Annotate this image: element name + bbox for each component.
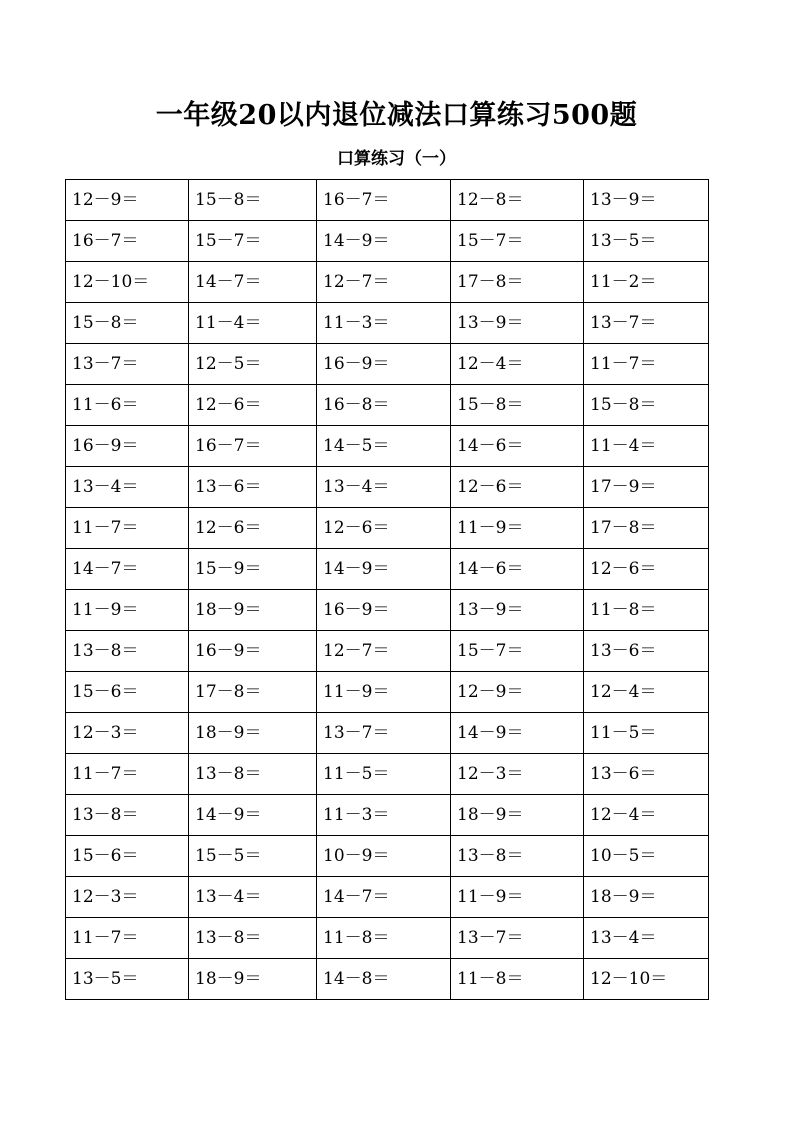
problem-cell: 17－8＝: [451, 262, 584, 303]
problem-cell: 12－8＝: [451, 180, 584, 221]
problem-cell: 14－9＝: [451, 713, 584, 754]
problem-cell: 18－9＝: [584, 877, 709, 918]
problem-cell: 10－9＝: [317, 836, 451, 877]
problem-cell: 11－7＝: [66, 754, 189, 795]
table-row: [66, 467, 709, 508]
table-row: [66, 303, 709, 344]
problem-cell: 11－9＝: [451, 877, 584, 918]
problem-cell: 12－6＝: [317, 508, 451, 549]
table-row: [66, 672, 709, 713]
problem-cell: 13－8＝: [189, 754, 317, 795]
problem-cell: 11－9＝: [66, 590, 189, 631]
problem-cell: 13－6＝: [584, 754, 709, 795]
problem-cell: 13－8＝: [189, 918, 317, 959]
problem-cell: 13－8＝: [451, 836, 584, 877]
problem-cell: 11－3＝: [317, 795, 451, 836]
problem-cell: 16－9＝: [317, 590, 451, 631]
table-row: [66, 795, 709, 836]
problem-cell: 12－5＝: [189, 344, 317, 385]
problem-cell: 11－7＝: [66, 508, 189, 549]
table-row: [66, 549, 709, 590]
problem-cell: 11－5＝: [584, 713, 709, 754]
problem-cell: 16－7＝: [317, 180, 451, 221]
problem-cell: 16－9＝: [66, 426, 189, 467]
problem-cell: 11－7＝: [584, 344, 709, 385]
table-row: [66, 918, 709, 959]
problem-cell: 18－9＝: [189, 713, 317, 754]
problem-cell: 12－6＝: [189, 385, 317, 426]
problem-cell: 13－8＝: [66, 795, 189, 836]
problem-cell: 14－8＝: [317, 959, 451, 1000]
table-row: [66, 221, 709, 262]
problem-cell: 15－8＝: [584, 385, 709, 426]
problem-cell: 14－7＝: [66, 549, 189, 590]
problem-cell: 11－8＝: [451, 959, 584, 1000]
problem-cell: 13－7＝: [584, 303, 709, 344]
problem-cell: 13－9＝: [451, 303, 584, 344]
problem-cell: 11－4＝: [584, 426, 709, 467]
problem-cell: 13－8＝: [66, 631, 189, 672]
problem-cell: 16－8＝: [317, 385, 451, 426]
problem-cell: 11－8＝: [584, 590, 709, 631]
problem-cell: 11－9＝: [451, 508, 584, 549]
problem-cell: 12－6＝: [584, 549, 709, 590]
problem-cell: 12－4＝: [584, 795, 709, 836]
problem-cell: 12－6＝: [451, 467, 584, 508]
problem-cell: 11－8＝: [317, 918, 451, 959]
table-row: [66, 754, 709, 795]
problem-cell: 11－4＝: [189, 303, 317, 344]
problem-cell: 11－9＝: [317, 672, 451, 713]
problem-cell: 11－7＝: [66, 918, 189, 959]
problem-cell: 12－9＝: [66, 180, 189, 221]
problem-cell: 18－9＝: [189, 959, 317, 1000]
problem-table: [65, 179, 709, 1000]
problem-cell: 13－4＝: [66, 467, 189, 508]
problem-cell: 13－4＝: [317, 467, 451, 508]
problem-cell: 12－3＝: [66, 877, 189, 918]
table-row: [66, 508, 709, 549]
table-row: [66, 836, 709, 877]
problem-cell: 12－4＝: [584, 672, 709, 713]
problem-cell: 13－7＝: [66, 344, 189, 385]
problem-cell: 13－5＝: [584, 221, 709, 262]
problem-cell: 15－8＝: [451, 385, 584, 426]
problem-cell: 18－9＝: [189, 590, 317, 631]
problem-cell: 13－6＝: [189, 467, 317, 508]
table-row: [66, 631, 709, 672]
problem-cell: 11－5＝: [317, 754, 451, 795]
problem-cell: 13－9＝: [451, 590, 584, 631]
worksheet-subtitle: 口算练习（一）: [337, 149, 456, 169]
problem-cell: 14－6＝: [451, 549, 584, 590]
problem-cell: 14－9＝: [317, 221, 451, 262]
problem-cell: 12－9＝: [451, 672, 584, 713]
problem-cell: 14－9＝: [317, 549, 451, 590]
problem-cell: 12－3＝: [451, 754, 584, 795]
problem-cell: 15－7＝: [451, 631, 584, 672]
table-row: [66, 959, 709, 1000]
problem-cell: 12－7＝: [317, 262, 451, 303]
problem-cell: 11－2＝: [584, 262, 709, 303]
problem-cell: 15－8＝: [189, 180, 317, 221]
table-row: [66, 344, 709, 385]
problem-cell: 16－7＝: [66, 221, 189, 262]
problem-cell: 13－4＝: [584, 918, 709, 959]
problem-cell: 17－9＝: [584, 467, 709, 508]
table-row: [66, 590, 709, 631]
problem-cell: 11－6＝: [66, 385, 189, 426]
table-row: [66, 262, 709, 303]
problem-cell: 11－3＝: [317, 303, 451, 344]
problem-cell: 16－7＝: [189, 426, 317, 467]
problem-cell: 12－4＝: [451, 344, 584, 385]
problem-cell: 14－7＝: [189, 262, 317, 303]
table-row: [66, 713, 709, 754]
problem-cell: 14－6＝: [451, 426, 584, 467]
problem-cell: 16－9＝: [189, 631, 317, 672]
problem-cell: 15－5＝: [189, 836, 317, 877]
problem-cell: 15－7＝: [189, 221, 317, 262]
problem-cell: 13－7＝: [451, 918, 584, 959]
table-row: [66, 385, 709, 426]
problem-cell: 10－5＝: [584, 836, 709, 877]
problem-cell: 12－3＝: [66, 713, 189, 754]
problem-cell: 17－8＝: [584, 508, 709, 549]
problem-cell: 13－4＝: [189, 877, 317, 918]
problem-cell: 15－9＝: [189, 549, 317, 590]
table-row: [66, 877, 709, 918]
problem-cell: 17－8＝: [189, 672, 317, 713]
problem-cell: 15－8＝: [66, 303, 189, 344]
problem-cell: 12－6＝: [189, 508, 317, 549]
problem-cell: 14－9＝: [189, 795, 317, 836]
problem-cell: 15－7＝: [451, 221, 584, 262]
problem-cell: 15－6＝: [66, 672, 189, 713]
problem-cell: 14－5＝: [317, 426, 451, 467]
problem-cell: 12－10＝: [66, 262, 189, 303]
problem-cell: 13－9＝: [584, 180, 709, 221]
problem-cell: 18－9＝: [451, 795, 584, 836]
problem-cell: 12－7＝: [317, 631, 451, 672]
page-title: 一年级20以内退位减法口算练习500题: [155, 100, 638, 131]
problem-cell: 14－7＝: [317, 877, 451, 918]
problem-cell: 13－5＝: [66, 959, 189, 1000]
problem-cell: 15－6＝: [66, 836, 189, 877]
problem-cell: 12－10＝: [584, 959, 709, 1000]
problem-cell: 13－6＝: [584, 631, 709, 672]
problem-table-body: [66, 180, 709, 1000]
table-row: [66, 180, 709, 221]
problem-cell: 13－7＝: [317, 713, 451, 754]
problem-cell: 16－9＝: [317, 344, 451, 385]
table-row: [66, 426, 709, 467]
